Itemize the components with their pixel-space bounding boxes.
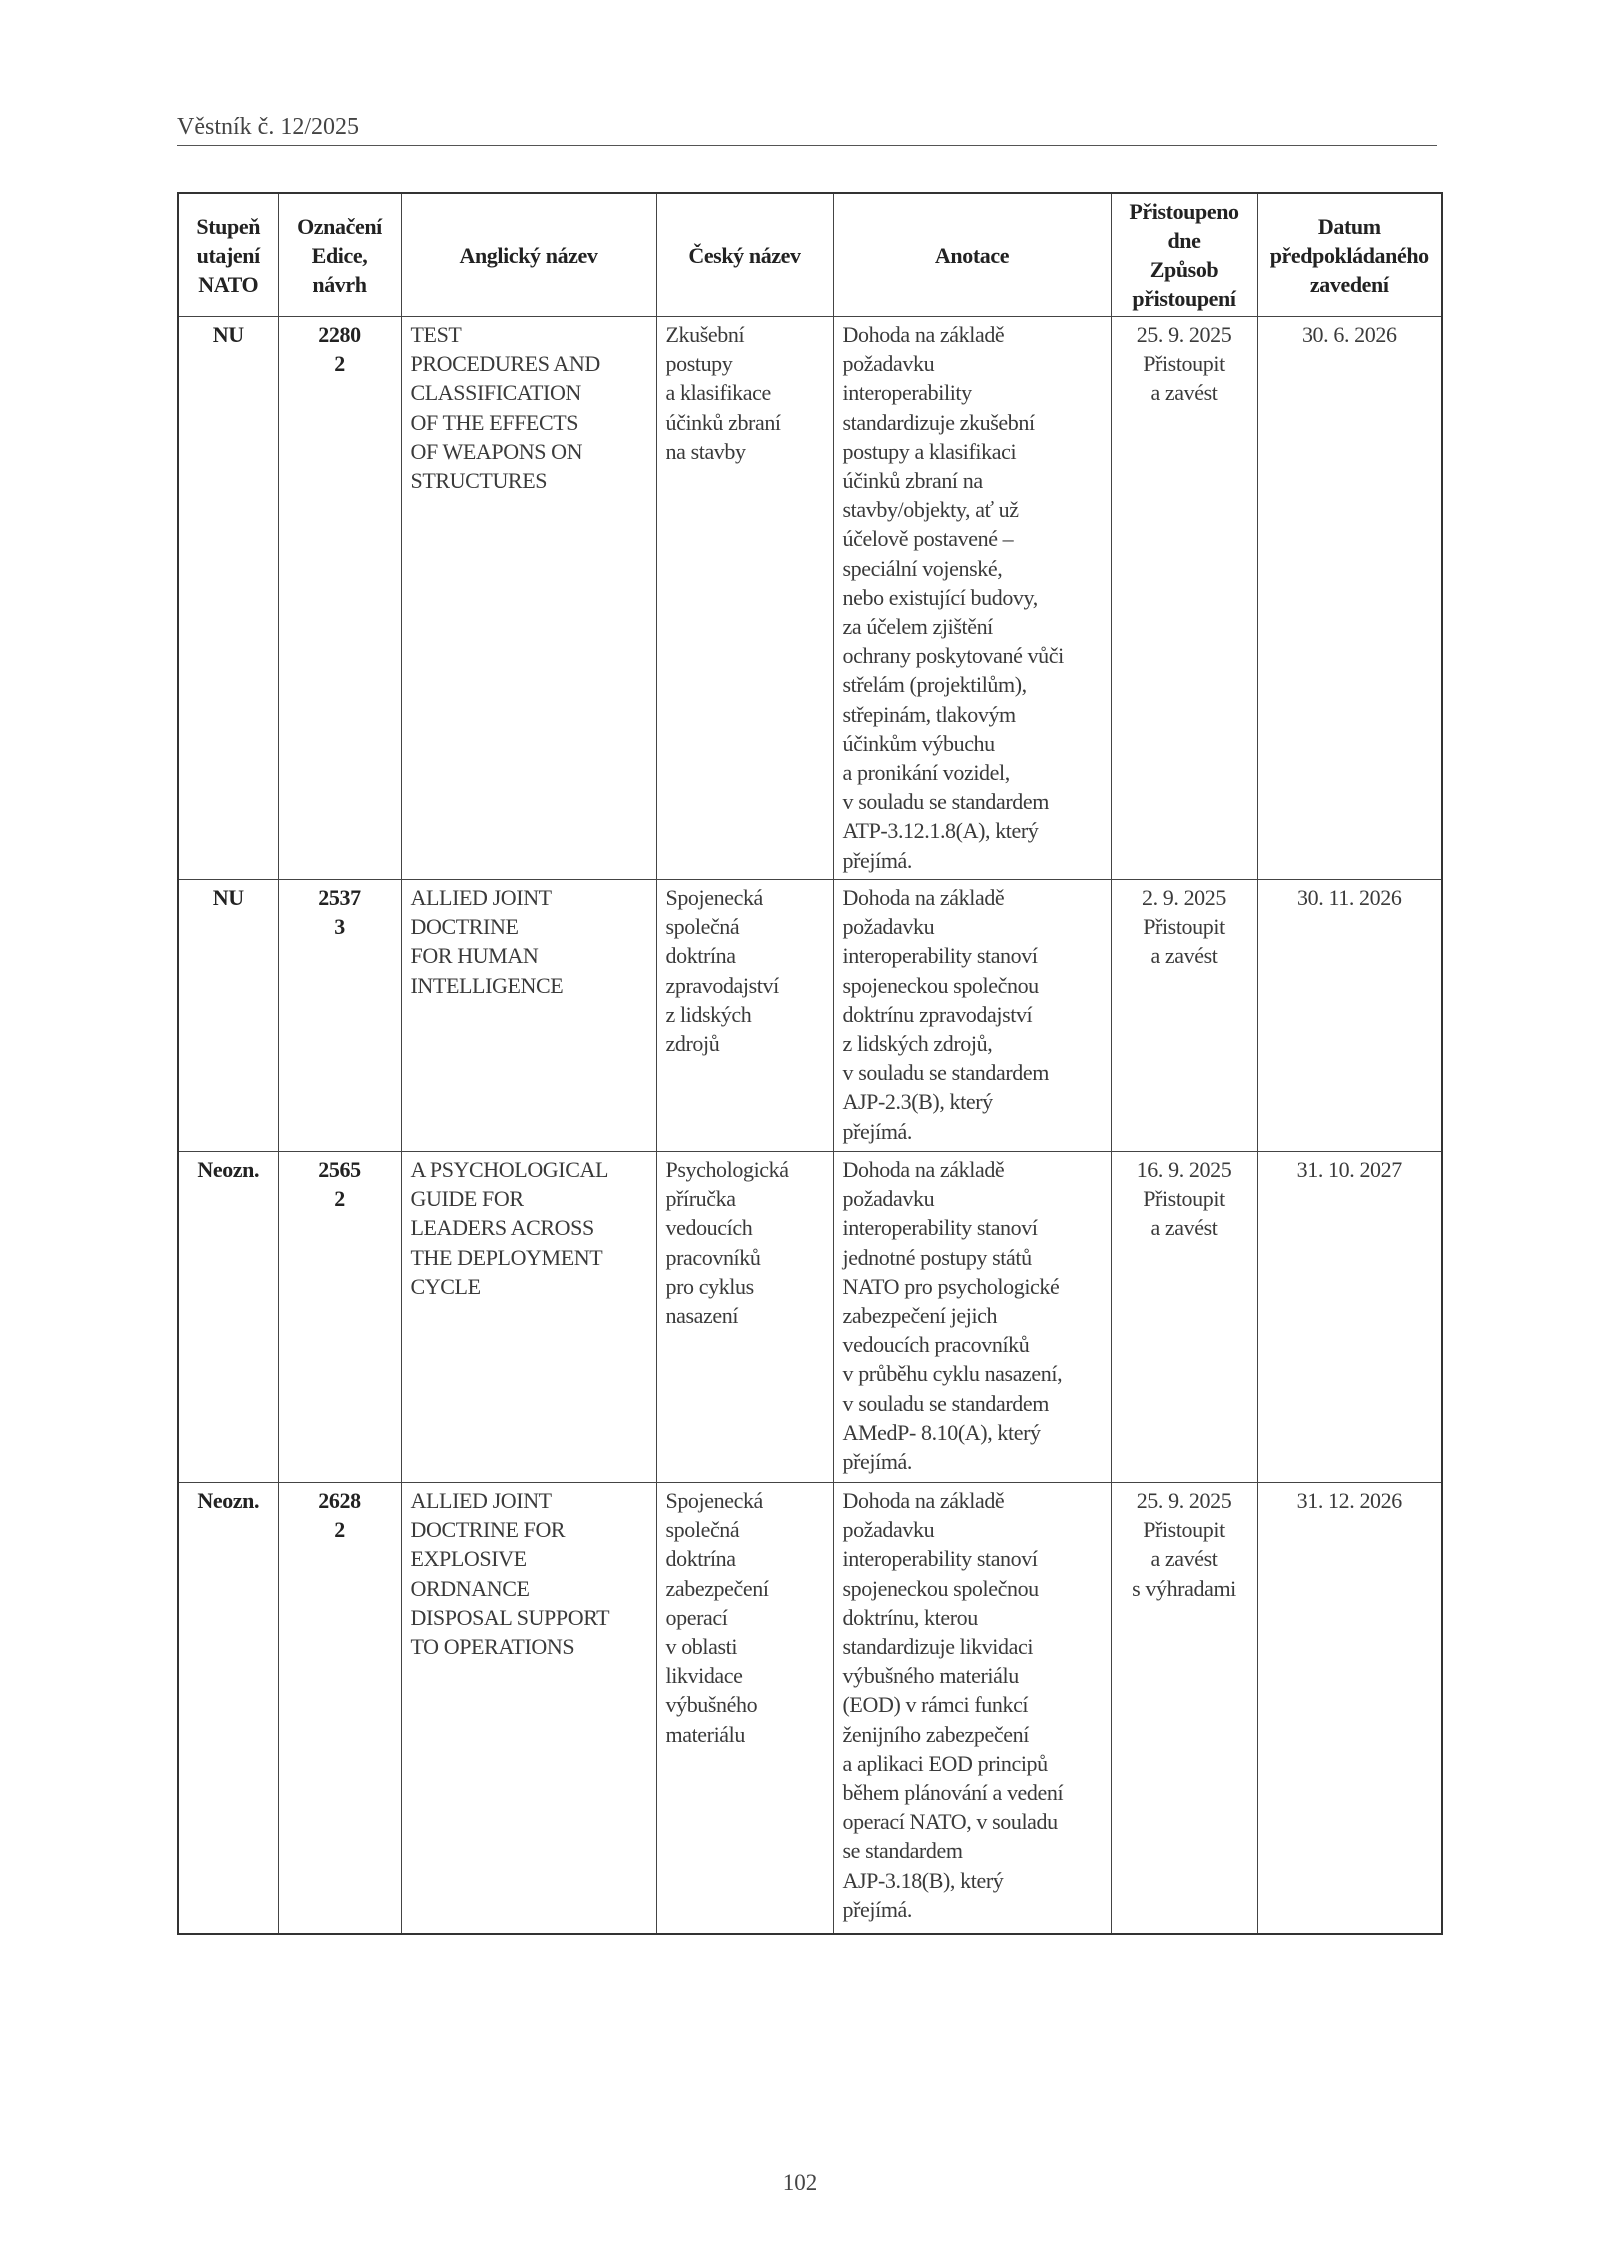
cell-text-line: v souladu se standardem	[842, 789, 1049, 815]
cell-text-line: LEADERS ACROSS	[410, 1215, 594, 1241]
header-text: dne	[1167, 228, 1201, 253]
cell-text-line: OF THE EFFECTS	[410, 409, 579, 435]
header-text: návrh	[312, 271, 367, 297]
cell-text-line: výbušného	[665, 1692, 758, 1718]
cell-text-line: THE DEPLOYMENT	[410, 1244, 603, 1270]
cell-text-line: ALLIED JOINT	[410, 1488, 552, 1513]
cell-text-line: požadavku	[842, 914, 935, 940]
cell-text-line: doktrína	[665, 1546, 736, 1572]
cell-text-line: likvidace	[665, 1663, 743, 1689]
column-header-czech-title	[656, 193, 833, 317]
english-title-cell	[401, 1483, 656, 1934]
table-header-row	[178, 193, 1442, 317]
cell-text-line: DOCTRINE	[410, 914, 519, 940]
table-body	[178, 317, 1442, 1934]
classification-cell	[178, 1483, 278, 1934]
cell-text-line: se standardem	[842, 1838, 963, 1864]
cell-text-line: ATP-3.12.1.8(A), který	[842, 818, 1039, 844]
cell-text-line: a zavést	[1150, 943, 1218, 969]
cell-text-line: účinků zbraní na	[842, 468, 983, 494]
cell-text-line: Dohoda na základě	[842, 1157, 1005, 1182]
cell-text-line: doktrínu, kterou	[842, 1604, 978, 1630]
column-header-edition	[278, 193, 401, 317]
header-text: Označení	[297, 213, 382, 239]
edition-cell	[278, 1152, 401, 1483]
cell-text-line: a pronikání vozidel,	[842, 760, 1010, 786]
czech-title-cell	[656, 880, 833, 1152]
cell-text-line: 31. 10. 2027	[1296, 1157, 1402, 1182]
cell-text-line: během plánování a vedení	[842, 1780, 1064, 1806]
cell-text-line: požadavku	[842, 1186, 935, 1212]
cell-text-line: Neozn.	[197, 1157, 260, 1182]
cell-text-line: jednotné postupy států	[842, 1244, 1032, 1270]
cell-text-line: účinků zbraní	[665, 409, 781, 435]
cell-text-line: DISPOSAL SUPPORT	[410, 1604, 610, 1630]
cell-text-line: společná	[665, 1517, 740, 1543]
table-row	[178, 880, 1442, 1152]
standards-table	[177, 192, 1443, 1935]
cell-text-line: ženijního zabezpečení	[842, 1721, 1029, 1747]
column-header-accession	[1111, 193, 1257, 317]
annotation-cell	[833, 880, 1111, 1152]
annotation-cell	[833, 317, 1111, 880]
cell-text-line: Spojenecká	[665, 885, 763, 910]
cell-text-line: NATO pro psychologické	[842, 1273, 1060, 1299]
cell-text-line: postupy	[665, 351, 733, 377]
header-text: Anglický název	[459, 242, 598, 268]
cell-text-line: nebo existující budovy,	[842, 584, 1038, 610]
cell-text-line: vedoucích	[665, 1215, 753, 1241]
cell-text-line: Přistoupit	[1143, 351, 1225, 377]
implementation-date-cell	[1257, 880, 1442, 1152]
cell-text-line: střepinám, tlakovým	[842, 701, 1016, 727]
cell-text-line: 31. 12. 2026	[1296, 1488, 1402, 1513]
cell-text-line: Neozn.	[197, 1488, 260, 1513]
accession-cell	[1111, 317, 1257, 880]
header-text: přistoupení	[1132, 286, 1236, 311]
cell-text-line: interoperability	[842, 380, 972, 406]
cell-text-line: přejímá.	[842, 847, 912, 873]
cell-text-line: Dohoda na základě	[842, 322, 1005, 347]
header-text: Stupeň	[196, 213, 261, 239]
cell-text-line: zdrojů	[665, 1031, 720, 1057]
cell-text-line: 2. 9. 2025	[1141, 885, 1226, 910]
cell-text-line: zpravodajství	[665, 972, 779, 998]
edition-cell	[278, 880, 401, 1152]
english-title-cell	[401, 317, 656, 880]
cell-text-line: NU	[212, 885, 244, 910]
cell-text-line: CYCLE	[410, 1273, 481, 1299]
header-text: Datum	[1317, 213, 1381, 239]
accession-cell	[1111, 880, 1257, 1152]
cell-text-line: společná	[665, 914, 740, 940]
cell-text-line: přejímá.	[842, 1118, 912, 1144]
annotation-cell	[833, 1483, 1111, 1934]
cell-text-line: standardizuje zkušební	[842, 409, 1035, 435]
cell-text-line: TEST	[410, 322, 462, 347]
cell-text-line: ochrany poskytované vůči	[842, 643, 1064, 669]
cell-text-line: Přistoupit	[1143, 1186, 1225, 1212]
cell-text-line: spojeneckou společnou	[842, 1575, 1039, 1601]
implementation-date-cell	[1257, 317, 1442, 880]
cell-text-line: PROCEDURES AND	[410, 351, 600, 377]
header-text: NATO	[198, 271, 259, 297]
column-header-annotation	[833, 193, 1111, 317]
cell-text-line: A PSYCHOLOGICAL	[410, 1157, 609, 1182]
cell-text-line: Dohoda na základě	[842, 885, 1005, 910]
cell-text-line: interoperability stanoví	[842, 1215, 1038, 1241]
table-row	[178, 1483, 1442, 1934]
cell-text-line: stavby/objekty, ať už	[842, 497, 1019, 523]
classification-cell	[178, 317, 278, 880]
cell-text-line: 25. 9. 2025	[1136, 1488, 1232, 1513]
cell-text-line: standardizuje likvidaci	[842, 1634, 1034, 1660]
cell-text-line: 2565	[318, 1157, 361, 1182]
classification-cell	[178, 1152, 278, 1483]
cell-text-line: INTELLIGENCE	[410, 972, 564, 998]
cell-text-line: EXPLOSIVE	[410, 1546, 527, 1572]
cell-text-line: 3	[334, 914, 345, 940]
czech-title-cell	[656, 1483, 833, 1934]
cell-text-line: a zavést	[1150, 1215, 1218, 1241]
cell-text-line: OF WEAPONS ON	[410, 438, 583, 464]
cell-text-line: požadavku	[842, 351, 935, 377]
cell-text-line: spojeneckou společnou	[842, 972, 1039, 998]
cell-text-line: účelově postavené –	[842, 526, 1014, 552]
cell-text-line: z lidských	[665, 1001, 752, 1027]
cell-text-line: a klasifikace	[665, 380, 771, 406]
cell-text-line: zabezpečení	[665, 1575, 769, 1601]
cell-text-line: ORDNANCE	[410, 1575, 530, 1601]
cell-text-line: STRUCTURES	[410, 468, 548, 494]
cell-text-line: speciální vojenské,	[842, 555, 1003, 581]
cell-text-line: v souladu se standardem	[842, 1390, 1049, 1416]
cell-text-line: a aplikaci EOD principů	[842, 1750, 1048, 1776]
cell-text-line: pro cyklus	[665, 1273, 754, 1299]
header-text: Způsob	[1149, 257, 1219, 282]
cell-text-line: interoperability stanoví	[842, 943, 1038, 969]
cell-text-line: Přistoupit	[1143, 914, 1225, 940]
cell-text-line: v průběhu cyklu nasazení,	[842, 1361, 1063, 1387]
annotation-cell	[833, 1152, 1111, 1483]
edition-cell	[278, 317, 401, 880]
cell-text-line: 2537	[318, 885, 361, 910]
cell-text-line: pracovníků	[665, 1244, 761, 1270]
header-text: zavedení	[1309, 271, 1389, 297]
column-header-english-title	[401, 193, 656, 317]
cell-text-line: DOCTRINE FOR	[410, 1517, 566, 1543]
implementation-date-cell	[1257, 1152, 1442, 1483]
cell-text-line: CLASSIFICATION	[410, 380, 581, 406]
cell-text-line: 2628	[318, 1488, 361, 1513]
cell-text-line: s výhradami	[1132, 1575, 1236, 1601]
header-text: Anotace	[934, 242, 1010, 268]
cell-text-line: NU	[212, 322, 244, 347]
cell-text-line: GUIDE FOR	[410, 1186, 524, 1212]
header-text: předpokládaného	[1269, 242, 1429, 268]
english-title-cell	[401, 880, 656, 1152]
cell-text-line: vedoucích pracovníků	[842, 1332, 1030, 1358]
cell-text-line: ALLIED JOINT	[410, 885, 552, 910]
cell-text-line: 30. 11. 2026	[1297, 885, 1402, 910]
cell-text-line: (EOD) v rámci funkcí	[842, 1692, 1029, 1718]
cell-text-line: a zavést	[1150, 380, 1218, 406]
header-rule	[177, 145, 1437, 146]
cell-text-line: na stavby	[665, 438, 746, 464]
cell-text-line: 2	[334, 1186, 345, 1212]
cell-text-line: a zavést	[1150, 1546, 1218, 1572]
cell-text-line: z lidských zdrojů,	[842, 1031, 993, 1057]
column-header-implementation-date	[1257, 193, 1442, 317]
english-title-cell	[401, 1152, 656, 1483]
header-text: Český název	[688, 242, 801, 268]
header-text: utajení	[196, 242, 260, 268]
cell-text-line: požadavku	[842, 1517, 935, 1543]
cell-text-line: 30. 6. 2026	[1301, 322, 1397, 347]
cell-text-line: Zkušební	[665, 322, 745, 347]
cell-text-line: operací NATO, v souladu	[842, 1809, 1058, 1835]
cell-text-line: AJP-3.18(B), který	[842, 1867, 1004, 1893]
cell-text-line: doktrína	[665, 943, 736, 969]
running-head: Věstník č. 12/2025	[177, 114, 359, 140]
cell-text-line: střelám (projektilům),	[842, 672, 1027, 698]
cell-text-line: operací	[665, 1604, 728, 1630]
cell-text-line: přejímá.	[842, 1896, 912, 1922]
cell-text-line: za účelem zjištění	[842, 614, 993, 640]
cell-text-line: 16. 9. 2025	[1136, 1157, 1232, 1182]
table-row	[178, 1152, 1442, 1483]
cell-text-line: AMedP- 8.10(A), který	[842, 1419, 1041, 1445]
czech-title-cell	[656, 317, 833, 880]
cell-text-line: 25. 9. 2025	[1136, 322, 1232, 347]
column-header-classification	[178, 193, 278, 317]
accession-cell	[1111, 1483, 1257, 1934]
cell-text-line: v oblasti	[665, 1634, 738, 1660]
cell-text-line: v souladu se standardem	[842, 1060, 1049, 1086]
cell-text-line: zabezpečení jejich	[842, 1303, 998, 1329]
cell-text-line: Přistoupit	[1143, 1517, 1225, 1543]
cell-text-line: Psychologická	[665, 1157, 789, 1182]
cell-text-line: Spojenecká	[665, 1488, 763, 1513]
czech-title-cell	[656, 1152, 833, 1483]
edition-cell	[278, 1483, 401, 1934]
cell-text-line: 2	[334, 1517, 345, 1543]
cell-text-line: příručka	[665, 1186, 736, 1212]
page-number: 102	[782, 2170, 818, 2195]
cell-text-line: 2	[334, 351, 345, 377]
cell-text-line: postupy a klasifikaci	[842, 438, 1017, 464]
cell-text-line: 2280	[318, 322, 361, 347]
implementation-date-cell	[1257, 1483, 1442, 1934]
cell-text-line: TO OPERATIONS	[410, 1634, 575, 1660]
header-text: Edice,	[311, 242, 368, 268]
cell-text-line: materiálu	[665, 1721, 745, 1747]
cell-text-line: účinkům výbuchu	[842, 730, 995, 756]
table-row	[178, 317, 1442, 880]
cell-text-line: AJP-2.3(B), který	[842, 1089, 993, 1115]
cell-text-line: Dohoda na základě	[842, 1488, 1005, 1513]
cell-text-line: nasazení	[665, 1303, 739, 1329]
cell-text-line: výbušného materiálu	[842, 1663, 1019, 1689]
header-text: Přistoupeno	[1129, 199, 1239, 224]
cell-text-line: doktrínu zpravodajství	[842, 1001, 1033, 1027]
classification-cell	[178, 880, 278, 1152]
cell-text-line: FOR HUMAN	[410, 943, 539, 969]
cell-text-line: přejímá.	[842, 1449, 912, 1475]
cell-text-line: interoperability stanoví	[842, 1546, 1038, 1572]
accession-cell	[1111, 1152, 1257, 1483]
